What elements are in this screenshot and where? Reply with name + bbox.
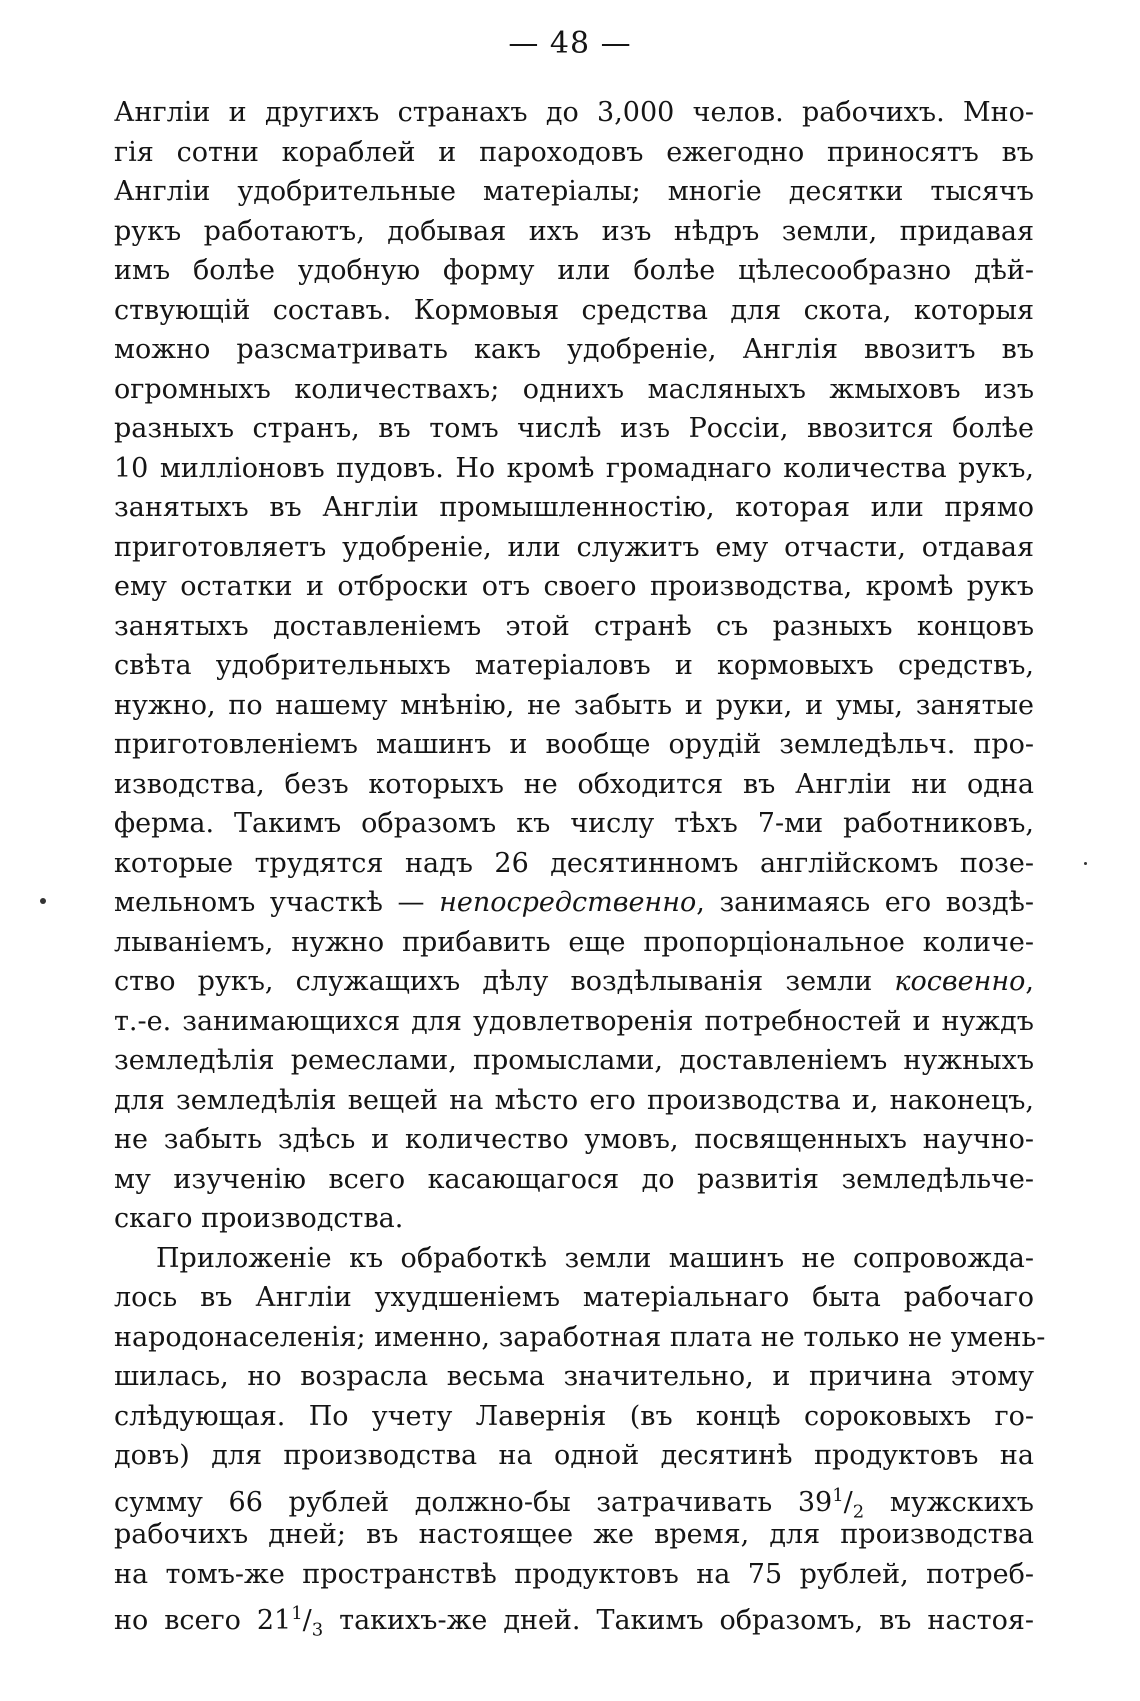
text-line: лось въ Англіи ухудшеніемъ матеріальнаго быта рабочаго <box>114 1282 1034 1313</box>
text-segment: но всего 21 <box>114 1605 292 1636</box>
text-line: занятыхъ доставленіемъ этой странѣ съ разныхъ концовъ <box>114 610 1034 642</box>
text-line: приготовляетъ удобреніе, или служитъ ему отчасти, отдавая <box>114 531 1034 563</box>
text-line: изводства, безъ которыхъ не обходится въ Англіи ни одна <box>114 768 1034 800</box>
text-line: земледѣлія ремеслами, промыслами, доставленіемъ нужныхъ <box>114 1045 1034 1076</box>
text-line: нужно, по нашему мнѣнію, не забыть и руки, и умы, занятые <box>114 689 1034 721</box>
fraction-numerator: 1 <box>291 1603 303 1624</box>
text-line: рабочихъ дней; въ настоящее же время, для производства <box>114 1519 1034 1550</box>
margin-speck <box>1084 862 1087 865</box>
text-line: не забыть здѣсь и количество умовъ, посвященныхъ научно- <box>114 1124 1034 1155</box>
fraction-denominator: 2 <box>852 1500 865 1522</box>
paragraph-1 <box>114 93 1034 1239</box>
fraction-numerator: 1 <box>832 1484 844 1506</box>
text-line: 10 милліоновъ пудовъ. Но кромѣ громаднаго количества рукъ, <box>114 452 1034 484</box>
text-line: т.-е. занимающихся для удовлетворенія потребностей и нуждъ <box>114 1005 1034 1037</box>
text-line: ему остатки и отброски отъ своего производства, кромѣ рукъ <box>114 571 1034 602</box>
text-line: Приложеніе къ обработкѣ земли машинъ не сопровожда- <box>156 1242 1034 1274</box>
text-line: занятыхъ въ Англіи промышленностію, которая или прямо <box>114 492 1034 523</box>
text-line: довъ) для производства на одной десятинѣ продуктовъ на <box>114 1440 1034 1471</box>
italic-emphasis: непосредственно <box>439 887 697 918</box>
text-segment: , занимаясь его воздѣ- <box>696 887 1034 918</box>
text-line: Англіи удобрительные матеріалы; многіе десятки тысячъ <box>114 176 1034 207</box>
text-segment: сумму 66 рублей должно-бы затрачивать 39 <box>114 1486 833 1518</box>
text-line-with-italic <box>114 962 1034 1002</box>
text-line: огромныхъ количествахъ; однихъ масляныхъ жмыховъ изъ <box>114 373 1034 405</box>
page-number: — 48 — <box>508 26 632 61</box>
text-line: лываніемъ, нужно прибавить еще пропорціональное количе- <box>114 926 1034 958</box>
text-line: приготовленіемъ машинъ и вообще орудій земледѣльч. про- <box>114 729 1034 760</box>
text-line-with-fraction: сумму 66 рублей должно-бы затрачивать $39^1/_2$ мужскихъ <box>114 1484 1034 1522</box>
text-line: гія сотни кораблей и пароходовъ ежегодно приносятъ въ <box>114 136 1034 168</box>
text-segment: мужскихъ <box>864 1486 1034 1518</box>
text-line: шилась, но возрасла весьма значительно, и причина этому <box>114 1361 1034 1392</box>
text-line: рукъ работаютъ, добывая ихъ изъ нѣдръ земли, придавая <box>114 215 1034 247</box>
text-segment: , <box>1025 966 1034 997</box>
text-line: на томъ-же пространствѣ продуктовъ на 75 рублей, потреб- <box>114 1558 1034 1590</box>
text-line-with-italic <box>114 883 1034 923</box>
text-line: для земледѣлія вещей на мѣсто его производства и, наконецъ, <box>114 1084 1034 1116</box>
fraction-denominator: 3 <box>311 1619 324 1641</box>
text-segment: такихъ-же дней. Такимъ образомъ, въ настоя- <box>323 1605 1034 1636</box>
text-line: скаго производства. <box>114 1203 404 1234</box>
text-segment: мельномъ участкѣ — <box>114 887 440 918</box>
text-line: ствующій составъ. Кормовыя средства для скота, которыя <box>114 294 1034 326</box>
text-line: свѣта удобрительныхъ матеріаловъ и кормовыхъ средствъ, <box>114 650 1034 681</box>
text-line: Англіи и другихъ странахъ до 3,000 челов. рабочихъ. Мно- <box>114 97 1034 128</box>
text-line: народонаселенія; именно, заработная плата не только не умень- <box>114 1321 1046 1353</box>
paragraph-2 <box>114 1239 1046 1641</box>
body-text <box>114 93 1046 1641</box>
text-line: разныхъ странъ, въ томъ числѣ изъ Россіи, ввозится болѣе <box>114 413 1034 444</box>
text-segment: ство рукъ, служащихъ дѣлу воздѣлыванія земли <box>114 966 895 997</box>
text-line: му изученію всего касающагося до развитія земледѣльче- <box>114 1163 1034 1195</box>
margin-speck <box>40 898 46 904</box>
text-line: можно разсматривать какъ удобреніе, Англія ввозитъ въ <box>114 334 1034 365</box>
text-line: ферма. Такимъ образомъ къ числу тѣхъ 7-ми работниковъ, <box>114 808 1034 839</box>
text-line: слѣдующая. По учету Лавернія (въ концѣ сороковыхъ го- <box>114 1400 1034 1432</box>
text-line: имъ болѣе удобную форму или болѣе цѣлесообразно дѣй- <box>114 255 1034 286</box>
italic-emphasis: косвенно <box>894 966 1026 997</box>
text-line: которые трудятся надъ 26 десятинномъ англійскомъ позе- <box>114 847 1034 879</box>
text-line-with-fraction: но всего $21^1/_3$ такихъ-же дней. Такимъ образомъ, въ настоя- <box>114 1603 1034 1641</box>
